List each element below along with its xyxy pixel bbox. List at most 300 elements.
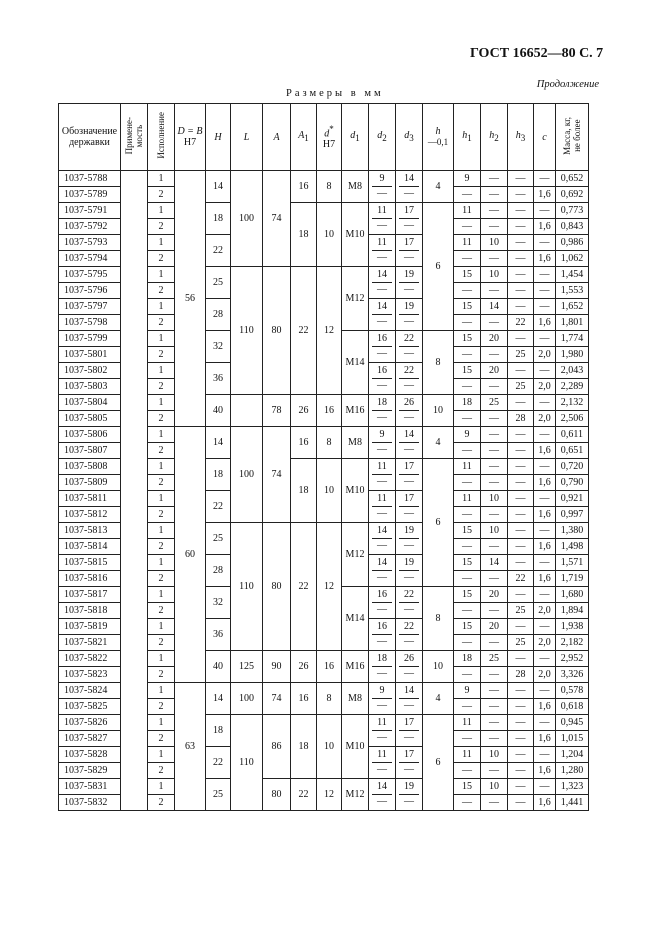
chamfer-c-cell: — <box>534 651 556 667</box>
header-d1: $d_1$ <box>342 104 369 171</box>
execution-cell: 2 <box>148 539 175 555</box>
length-L-cell <box>231 395 263 427</box>
height-h1-cell: — <box>454 251 481 267</box>
chamfer-c-cell: 1,6 <box>534 699 556 715</box>
chamfer-c-cell: 1,6 <box>534 731 556 747</box>
diameter-d3-cell-bottom: — <box>404 636 414 647</box>
height-h2-cell: 20 <box>481 363 508 379</box>
execution-cell: 2 <box>148 475 175 491</box>
height-h-cell: 4 <box>423 427 454 459</box>
chamfer-c-cell: 2,0 <box>534 411 556 427</box>
height-h2-cell: — <box>481 731 508 747</box>
dimension-A-cell: 90 <box>263 651 291 683</box>
execution-cell: 2 <box>148 603 175 619</box>
height-h3-cell: — <box>508 587 534 603</box>
diameter-d-cell: 10 <box>317 203 342 267</box>
chamfer-c-cell: 1,6 <box>534 187 556 203</box>
height-h-cell: 4 <box>423 171 454 203</box>
chamfer-c-cell: 1,6 <box>534 475 556 491</box>
height-h-cell: 10 <box>423 395 454 427</box>
designation-cell: 1037-5799 <box>59 331 121 347</box>
execution-cell: 1 <box>148 363 175 379</box>
dimension-A1-cell: 18 <box>291 459 317 523</box>
mass-cell: 0,578 <box>556 683 589 699</box>
chamfer-c-cell: — <box>534 299 556 315</box>
diameter-d3-cell-top: 26 <box>399 652 419 667</box>
dimension-A1-cell: 26 <box>291 395 317 427</box>
diameter-d2-cell <box>369 587 396 619</box>
height-h2-cell: — <box>481 715 508 731</box>
dimension-A1-cell: 18 <box>291 715 317 779</box>
mass-cell: 1,980 <box>556 347 589 363</box>
diameter-d2-cell-top: 16 <box>372 332 392 347</box>
mass-cell: 0,997 <box>556 507 589 523</box>
execution-cell: 2 <box>148 315 175 331</box>
diameter-d2-cell <box>369 779 396 811</box>
height-h2-cell: 10 <box>481 747 508 763</box>
height-h-cell: 4 <box>423 683 454 715</box>
mass-cell: 1,719 <box>556 571 589 587</box>
height-h2-cell: 10 <box>481 523 508 539</box>
height-h2-cell: 10 <box>481 779 508 795</box>
diameter-d2-cell-top: 11 <box>372 204 392 219</box>
execution-cell: 2 <box>148 251 175 267</box>
header-d2: $d_2$ <box>369 104 396 171</box>
designation-cell: 1037-5818 <box>59 603 121 619</box>
diameter-d2-cell-top: 16 <box>372 620 392 635</box>
height-H-cell: 14 <box>206 171 231 203</box>
diameter-d3-cell <box>396 267 423 299</box>
diameter-d-cell: 16 <box>317 651 342 683</box>
dimension-A1-cell: 22 <box>291 267 317 395</box>
mass-cell: 0,790 <box>556 475 589 491</box>
height-h3-cell: — <box>508 715 534 731</box>
mass-cell: 0,652 <box>556 171 589 187</box>
height-h1-cell: — <box>454 699 481 715</box>
designation-cell: 1037-5807 <box>59 443 121 459</box>
height-h2-cell: 20 <box>481 587 508 603</box>
mass-cell: 0,843 <box>556 219 589 235</box>
height-h1-cell: — <box>454 187 481 203</box>
height-h2-cell: — <box>481 571 508 587</box>
height-h1-cell: — <box>454 763 481 779</box>
execution-cell: 1 <box>148 747 175 763</box>
chamfer-c-cell: — <box>534 459 556 475</box>
diameter-d2-cell-top: 9 <box>372 428 392 443</box>
diameter-d2-cell-top: 14 <box>372 556 392 571</box>
height-h1-cell: 15 <box>454 779 481 795</box>
header-h: h —0,1 <box>423 104 454 171</box>
diameter-d2-cell-bottom: — <box>377 796 387 807</box>
execution-cell: 1 <box>148 267 175 283</box>
chamfer-c-cell: 2,0 <box>534 635 556 651</box>
height-H-cell: 28 <box>206 555 231 587</box>
diameter-d3-cell-top: 17 <box>399 236 419 251</box>
execution-cell: 1 <box>148 587 175 603</box>
thread-d1-cell: M8 <box>342 683 369 715</box>
height-H-cell: 25 <box>206 779 231 811</box>
height-h1-cell: — <box>454 731 481 747</box>
thread-d1-cell: M14 <box>342 587 369 651</box>
height-h2-cell: 14 <box>481 299 508 315</box>
chamfer-c-cell: — <box>534 363 556 379</box>
designation-cell: 1037-5795 <box>59 267 121 283</box>
height-h2-cell: — <box>481 427 508 443</box>
diameter-D-cell: 63 <box>175 683 206 811</box>
height-h3-cell: 25 <box>508 635 534 651</box>
height-h1-cell: — <box>454 315 481 331</box>
diameter-d2-cell-bottom: — <box>377 668 387 679</box>
holders-dimensions-table <box>58 103 589 811</box>
length-L-cell: 100 <box>231 683 263 715</box>
height-h1-cell: 11 <box>454 747 481 763</box>
diameter-d-cell: 8 <box>317 427 342 459</box>
execution-cell: 2 <box>148 635 175 651</box>
designation-cell: 1037-5829 <box>59 763 121 779</box>
mass-cell: 1,015 <box>556 731 589 747</box>
designation-cell: 1037-5825 <box>59 699 121 715</box>
diameter-d2-cell-top: 9 <box>372 684 392 699</box>
execution-cell: 2 <box>148 699 175 715</box>
diameter-d3-cell-top: 19 <box>399 556 419 571</box>
diameter-d3-cell <box>396 523 423 555</box>
diameter-d3-cell <box>396 363 423 395</box>
height-h-cell: 6 <box>423 203 454 331</box>
height-h3-cell: — <box>508 187 534 203</box>
height-h1-cell: 18 <box>454 395 481 411</box>
execution-cell: 1 <box>148 299 175 315</box>
diameter-d3-cell-bottom: — <box>404 188 414 199</box>
height-h1-cell: 15 <box>454 523 481 539</box>
execution-cell: 2 <box>148 731 175 747</box>
diameter-d3-cell-bottom: — <box>404 668 414 679</box>
units-caption: Размеры в мм <box>286 88 384 99</box>
height-h1-cell: — <box>454 539 481 555</box>
designation-cell: 1037-5811 <box>59 491 121 507</box>
designation-cell: 1037-5817 <box>59 587 121 603</box>
height-h2-cell: — <box>481 603 508 619</box>
height-h1-cell: — <box>454 379 481 395</box>
height-h3-cell: — <box>508 651 534 667</box>
chamfer-c-cell: — <box>534 395 556 411</box>
execution-cell: 2 <box>148 411 175 427</box>
diameter-d3-cell <box>396 555 423 587</box>
chamfer-c-cell: 1,6 <box>534 795 556 811</box>
diameter-d3-cell-bottom: — <box>404 284 414 295</box>
execution-cell: 1 <box>148 459 175 475</box>
dimension-A1-cell: 16 <box>291 683 317 715</box>
height-H-cell: 22 <box>206 235 231 267</box>
diameter-d2-cell-bottom: — <box>377 316 387 327</box>
height-h2-cell: — <box>481 379 508 395</box>
designation-cell: 1037-5804 <box>59 395 121 411</box>
diameter-d3-cell-top: 17 <box>399 204 419 219</box>
height-h2-cell: — <box>481 411 508 427</box>
height-h3-cell: — <box>508 443 534 459</box>
diameter-d2-cell-top: 11 <box>372 460 392 475</box>
diameter-d2-cell-top: 14 <box>372 524 392 539</box>
execution-cell: 1 <box>148 779 175 795</box>
diameter-d2-cell-bottom: — <box>377 380 387 391</box>
dimension-A-cell: 80 <box>263 267 291 395</box>
diameter-d2-cell-top: 16 <box>372 364 392 379</box>
length-L-cell: 125 <box>231 651 263 683</box>
height-h2-cell: — <box>481 315 508 331</box>
height-h3-cell: 25 <box>508 347 534 363</box>
diameter-d2-cell-bottom: — <box>377 476 387 487</box>
chamfer-c-cell: — <box>534 523 556 539</box>
mass-cell: 0,651 <box>556 443 589 459</box>
diameter-d3-cell-bottom: — <box>404 572 414 583</box>
height-h2-cell: 25 <box>481 395 508 411</box>
diameter-D-cell: 60 <box>175 427 206 683</box>
designation-cell: 1037-5815 <box>59 555 121 571</box>
diameter-d2-cell <box>369 683 396 715</box>
dimension-A1-cell: 26 <box>291 651 317 683</box>
header-h3: $h_3$ <box>508 104 534 171</box>
height-h-cell: 8 <box>423 331 454 395</box>
height-h-cell: 6 <box>423 715 454 811</box>
designation-cell: 1037-5812 <box>59 507 121 523</box>
height-H-cell: 18 <box>206 459 231 491</box>
dimension-A1-cell: 22 <box>291 523 317 651</box>
designation-cell: 1037-5796 <box>59 283 121 299</box>
diameter-d2-cell-bottom: — <box>377 540 387 551</box>
designation-cell: 1037-5793 <box>59 235 121 251</box>
height-h2-cell: — <box>481 443 508 459</box>
height-h1-cell: 11 <box>454 491 481 507</box>
execution-cell: 1 <box>148 619 175 635</box>
thread-d1-cell: M10 <box>342 459 369 523</box>
header-execution: Исполнение <box>148 104 175 171</box>
diameter-d3-cell-top: 14 <box>399 428 419 443</box>
height-H-cell: 25 <box>206 267 231 299</box>
height-h-cell: 8 <box>423 587 454 651</box>
dimension-A1-cell: 16 <box>291 427 317 459</box>
execution-cell: 1 <box>148 715 175 731</box>
mass-cell: 2,952 <box>556 651 589 667</box>
height-h1-cell: 11 <box>454 715 481 731</box>
mass-cell: 1,204 <box>556 747 589 763</box>
dimension-A1-cell: 18 <box>291 203 317 267</box>
mass-cell: 0,773 <box>556 203 589 219</box>
diameter-d3-cell-bottom: — <box>404 252 414 263</box>
height-h3-cell: — <box>508 795 534 811</box>
execution-cell: 2 <box>148 443 175 459</box>
height-h3-cell: — <box>508 235 534 251</box>
height-h1-cell: 15 <box>454 331 481 347</box>
diameter-d2-cell <box>369 491 396 523</box>
diameter-d2-cell <box>369 267 396 299</box>
execution-cell: 1 <box>148 651 175 667</box>
height-h3-cell: — <box>508 683 534 699</box>
designation-cell: 1037-5832 <box>59 795 121 811</box>
height-h3-cell: — <box>508 203 534 219</box>
height-H-cell: 14 <box>206 683 231 715</box>
mass-cell: 1,454 <box>556 267 589 283</box>
diameter-d3-cell-top: 17 <box>399 492 419 507</box>
diameter-d2-cell <box>369 523 396 555</box>
header-A1: $A_1$ <box>291 104 317 171</box>
execution-cell: 1 <box>148 427 175 443</box>
height-h3-cell: — <box>508 363 534 379</box>
diameter-d3-cell <box>396 747 423 779</box>
chamfer-c-cell: — <box>534 683 556 699</box>
height-h1-cell: — <box>454 283 481 299</box>
designation-cell: 1037-5792 <box>59 219 121 235</box>
designation-cell: 1037-5805 <box>59 411 121 427</box>
height-h1-cell: — <box>454 347 481 363</box>
header-c: c <box>534 104 556 171</box>
height-H-cell: 36 <box>206 363 231 395</box>
execution-cell: 1 <box>148 555 175 571</box>
execution-cell: 1 <box>148 331 175 347</box>
header-D: D = B H7 <box>175 104 206 171</box>
height-h2-cell: — <box>481 459 508 475</box>
diameter-d-cell: 10 <box>317 715 342 779</box>
diameter-d-cell: 12 <box>317 779 342 811</box>
diameter-d3-cell-bottom: — <box>404 732 414 743</box>
height-h2-cell: 25 <box>481 651 508 667</box>
diameter-d2-cell <box>369 715 396 747</box>
execution-cell: 2 <box>148 571 175 587</box>
header-h1: $h_1$ <box>454 104 481 171</box>
diameter-d3-cell-top: 19 <box>399 268 419 283</box>
execution-cell: 1 <box>148 235 175 251</box>
diameter-d3-cell-top: 22 <box>399 620 419 635</box>
height-h1-cell: — <box>454 219 481 235</box>
designation-cell: 1037-5826 <box>59 715 121 731</box>
mass-cell: 1,323 <box>556 779 589 795</box>
mass-cell: 0,618 <box>556 699 589 715</box>
height-h1-cell: 9 <box>454 427 481 443</box>
mass-cell: 0,921 <box>556 491 589 507</box>
diameter-d3-cell-top: 19 <box>399 300 419 315</box>
header-A: A <box>263 104 291 171</box>
thread-d1-cell: M8 <box>342 171 369 203</box>
execution-cell: 1 <box>148 171 175 187</box>
height-h2-cell: 20 <box>481 331 508 347</box>
diameter-d-cell: 16 <box>317 395 342 427</box>
execution-cell: 2 <box>148 187 175 203</box>
height-h1-cell: 9 <box>454 683 481 699</box>
dimension-A-cell: 86 <box>263 715 291 779</box>
chamfer-c-cell: — <box>534 203 556 219</box>
designation-cell: 1037-5823 <box>59 667 121 683</box>
execution-cell: 2 <box>148 283 175 299</box>
chamfer-c-cell: 1,6 <box>534 219 556 235</box>
execution-cell: 2 <box>148 507 175 523</box>
diameter-d3-cell-bottom: — <box>404 380 414 391</box>
mass-cell: 1,652 <box>556 299 589 315</box>
height-h-cell: 6 <box>423 459 454 587</box>
height-h1-cell: — <box>454 411 481 427</box>
diameter-d3-cell <box>396 203 423 235</box>
designation-cell: 1037-5831 <box>59 779 121 795</box>
thread-d1-cell: M8 <box>342 427 369 459</box>
mass-cell: 2,132 <box>556 395 589 411</box>
height-h2-cell: 10 <box>481 491 508 507</box>
height-h3-cell: 22 <box>508 571 534 587</box>
height-h2-cell: — <box>481 539 508 555</box>
height-H-cell: 32 <box>206 331 231 363</box>
height-h1-cell: 11 <box>454 235 481 251</box>
height-h2-cell: — <box>481 763 508 779</box>
header-application: Примене- мость <box>121 104 148 171</box>
height-h3-cell: 28 <box>508 667 534 683</box>
diameter-d3-cell <box>396 587 423 619</box>
height-H-cell: 18 <box>206 203 231 235</box>
diameter-d3-cell-top: 14 <box>399 172 419 187</box>
continuation-label: Продолжение <box>536 79 599 90</box>
height-h2-cell: — <box>481 187 508 203</box>
height-h3-cell: — <box>508 283 534 299</box>
dimension-A-cell: 74 <box>263 171 291 267</box>
thread-d1-cell: M10 <box>342 715 369 779</box>
execution-cell: 1 <box>148 491 175 507</box>
diameter-d2-cell-top: 14 <box>372 300 392 315</box>
diameter-d2-cell-bottom: — <box>377 508 387 519</box>
height-h1-cell: — <box>454 795 481 811</box>
header-L: L <box>231 104 263 171</box>
height-h1-cell: 9 <box>454 171 481 187</box>
height-h3-cell: — <box>508 555 534 571</box>
diameter-d2-cell <box>369 619 396 651</box>
diameter-d3-cell <box>396 235 423 267</box>
diameter-d3-cell-top: 17 <box>399 748 419 763</box>
diameter-D-cell: 56 <box>175 171 206 427</box>
mass-cell: 0,720 <box>556 459 589 475</box>
diameter-d-cell: 8 <box>317 683 342 715</box>
mass-cell: 1,498 <box>556 539 589 555</box>
diameter-d3-cell-top: 22 <box>399 364 419 379</box>
diameter-d2-cell-bottom: — <box>377 412 387 423</box>
height-h2-cell: — <box>481 219 508 235</box>
diameter-d2-cell <box>369 459 396 491</box>
header-d: d* H7 <box>317 104 342 171</box>
height-h3-cell: — <box>508 699 534 715</box>
diameter-d2-cell-top: 11 <box>372 236 392 251</box>
height-h1-cell: — <box>454 507 481 523</box>
execution-cell: 1 <box>148 203 175 219</box>
diameter-d3-cell <box>396 715 423 747</box>
height-h3-cell: — <box>508 779 534 795</box>
chamfer-c-cell: — <box>534 427 556 443</box>
diameter-d-cell: 12 <box>317 523 342 651</box>
diameter-d3-cell <box>396 651 423 683</box>
length-L-cell: 100 <box>231 427 263 523</box>
application-cell <box>121 171 148 811</box>
height-h3-cell: 25 <box>508 379 534 395</box>
height-H-cell: 28 <box>206 299 231 331</box>
mass-cell: 1,280 <box>556 763 589 779</box>
height-H-cell: 40 <box>206 651 231 683</box>
diameter-d2-cell-bottom: — <box>377 284 387 295</box>
mass-cell: 1,380 <box>556 523 589 539</box>
diameter-d2-cell-top: 18 <box>372 652 392 667</box>
height-H-cell: 18 <box>206 715 231 747</box>
height-h1-cell: 15 <box>454 555 481 571</box>
diameter-d2-cell-bottom: — <box>377 732 387 743</box>
designation-cell: 1037-5797 <box>59 299 121 315</box>
chamfer-c-cell: — <box>534 283 556 299</box>
chamfer-c-cell: — <box>534 555 556 571</box>
height-h2-cell: — <box>481 347 508 363</box>
execution-cell: 2 <box>148 763 175 779</box>
thread-d1-cell: M12 <box>342 523 369 587</box>
diameter-d2-cell <box>369 555 396 587</box>
height-h1-cell: — <box>454 475 481 491</box>
